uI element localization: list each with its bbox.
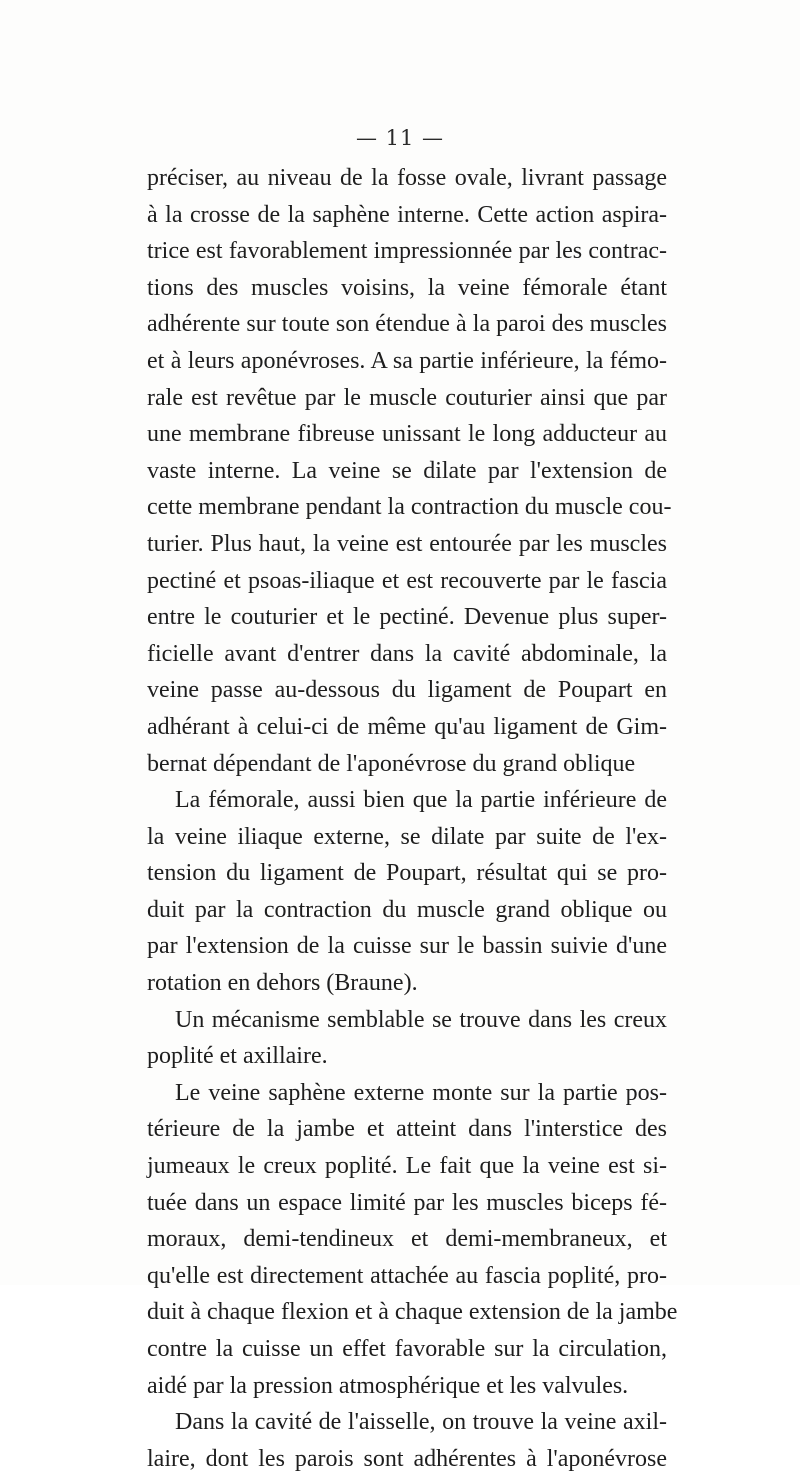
- text-line: turier. Plus haut, la veine est entourée par les muscles: [147, 530, 667, 557]
- text-line: préciser, au niveau de la fosse ovale, livrant passage: [147, 165, 667, 191]
- text-line: adhérente sur toute son étendue à la paroi des muscles: [147, 311, 667, 338]
- text-line: tension du ligament de Poupart, résultat qui se pro-: [147, 860, 667, 887]
- text-line: Dans la cavité de l'aisselle, on trouve la veine axil-: [175, 1409, 667, 1436]
- text-line: et à leurs aponévroses. A sa partie inférieure, la fémo-: [147, 347, 667, 374]
- text-line: duit par la contraction du muscle grand oblique ou: [147, 896, 667, 923]
- text-line: La fémorale, aussi bien que la partie inférieure de: [175, 787, 667, 814]
- text-line: une membrane fibreuse unissant le long adducteur au: [147, 421, 667, 448]
- paragraph: [147, 1002, 667, 1075]
- text-line: rale est revêtue par le muscle couturier ainsi que par: [147, 384, 667, 411]
- body-text: [147, 160, 678, 1477]
- paragraph: [147, 782, 667, 1002]
- text-line: à la crosse de la saphène interne. Cette action aspira-: [147, 201, 667, 228]
- text-line: duit à chaque flexion et à chaque extension de la jambe: [147, 1299, 678, 1326]
- text-line: Le veine saphène externe monte sur la partie pos-: [175, 1079, 667, 1106]
- paragraph: [147, 1075, 678, 1404]
- text-line: térieure de la jambe et atteint dans l'interstice des: [147, 1116, 667, 1143]
- text-line: entre le couturier et le pectiné. Devenue plus super-: [147, 604, 667, 631]
- text-line: rotation en dehors (Braune).: [147, 970, 418, 997]
- text-line: bernat dépendant de l'aponévrose du grand oblique: [147, 750, 636, 777]
- text-line: aidé par la pression atmosphérique et les valvules.: [147, 1372, 629, 1399]
- text-line: veine passe au-dessous du ligament de Poupart en: [147, 677, 667, 704]
- text-line: moraux, demi-tendineux et demi-membraneux, et: [147, 1226, 667, 1253]
- page-number: — 11 —: [355, 126, 445, 150]
- text-line: la veine iliaque externe, se dilate par suite de l'ex-: [147, 823, 667, 850]
- paragraph: [147, 160, 672, 782]
- text-line: laire, dont les parois sont adhérentes à l'aponévrose: [147, 1445, 667, 1472]
- text-line: qu'elle est directement attachée au fascia poplité, pro-: [147, 1262, 667, 1289]
- text-line: cette membrane pendant la contraction du muscle cou-: [147, 494, 672, 521]
- text-line: jumeaux le creux poplité. Le fait que la veine est si-: [147, 1153, 667, 1180]
- text-line: par l'extension de la cuisse sur le bassin suivie d'une: [147, 933, 667, 960]
- text-line: tions des muscles voisins, la veine fémorale étant: [147, 274, 667, 301]
- text-line: ficielle avant d'entrer dans la cavité abdominale, la: [147, 640, 667, 667]
- text-line: tuée dans un espace limité par les muscles biceps fé-: [147, 1189, 667, 1216]
- text-line: poplité et axillaire.: [147, 1043, 328, 1070]
- text-line: contre la cuisse un effet favorable sur la circulation,: [147, 1336, 667, 1362]
- text-line: trice est favorablement impressionnée par les contrac-: [147, 238, 667, 265]
- text-line: pectiné et psoas-iliaque et est recouverte par le fascia: [147, 567, 667, 594]
- text-line: vaste interne. La veine se dilate par l'extension de: [147, 457, 667, 484]
- text-line: adhérant à celui-ci de même qu'au ligament de Gim-: [147, 713, 667, 740]
- text-line: Un mécanisme semblable se trouve dans les creux: [175, 1006, 667, 1033]
- paragraph: [147, 1404, 667, 1477]
